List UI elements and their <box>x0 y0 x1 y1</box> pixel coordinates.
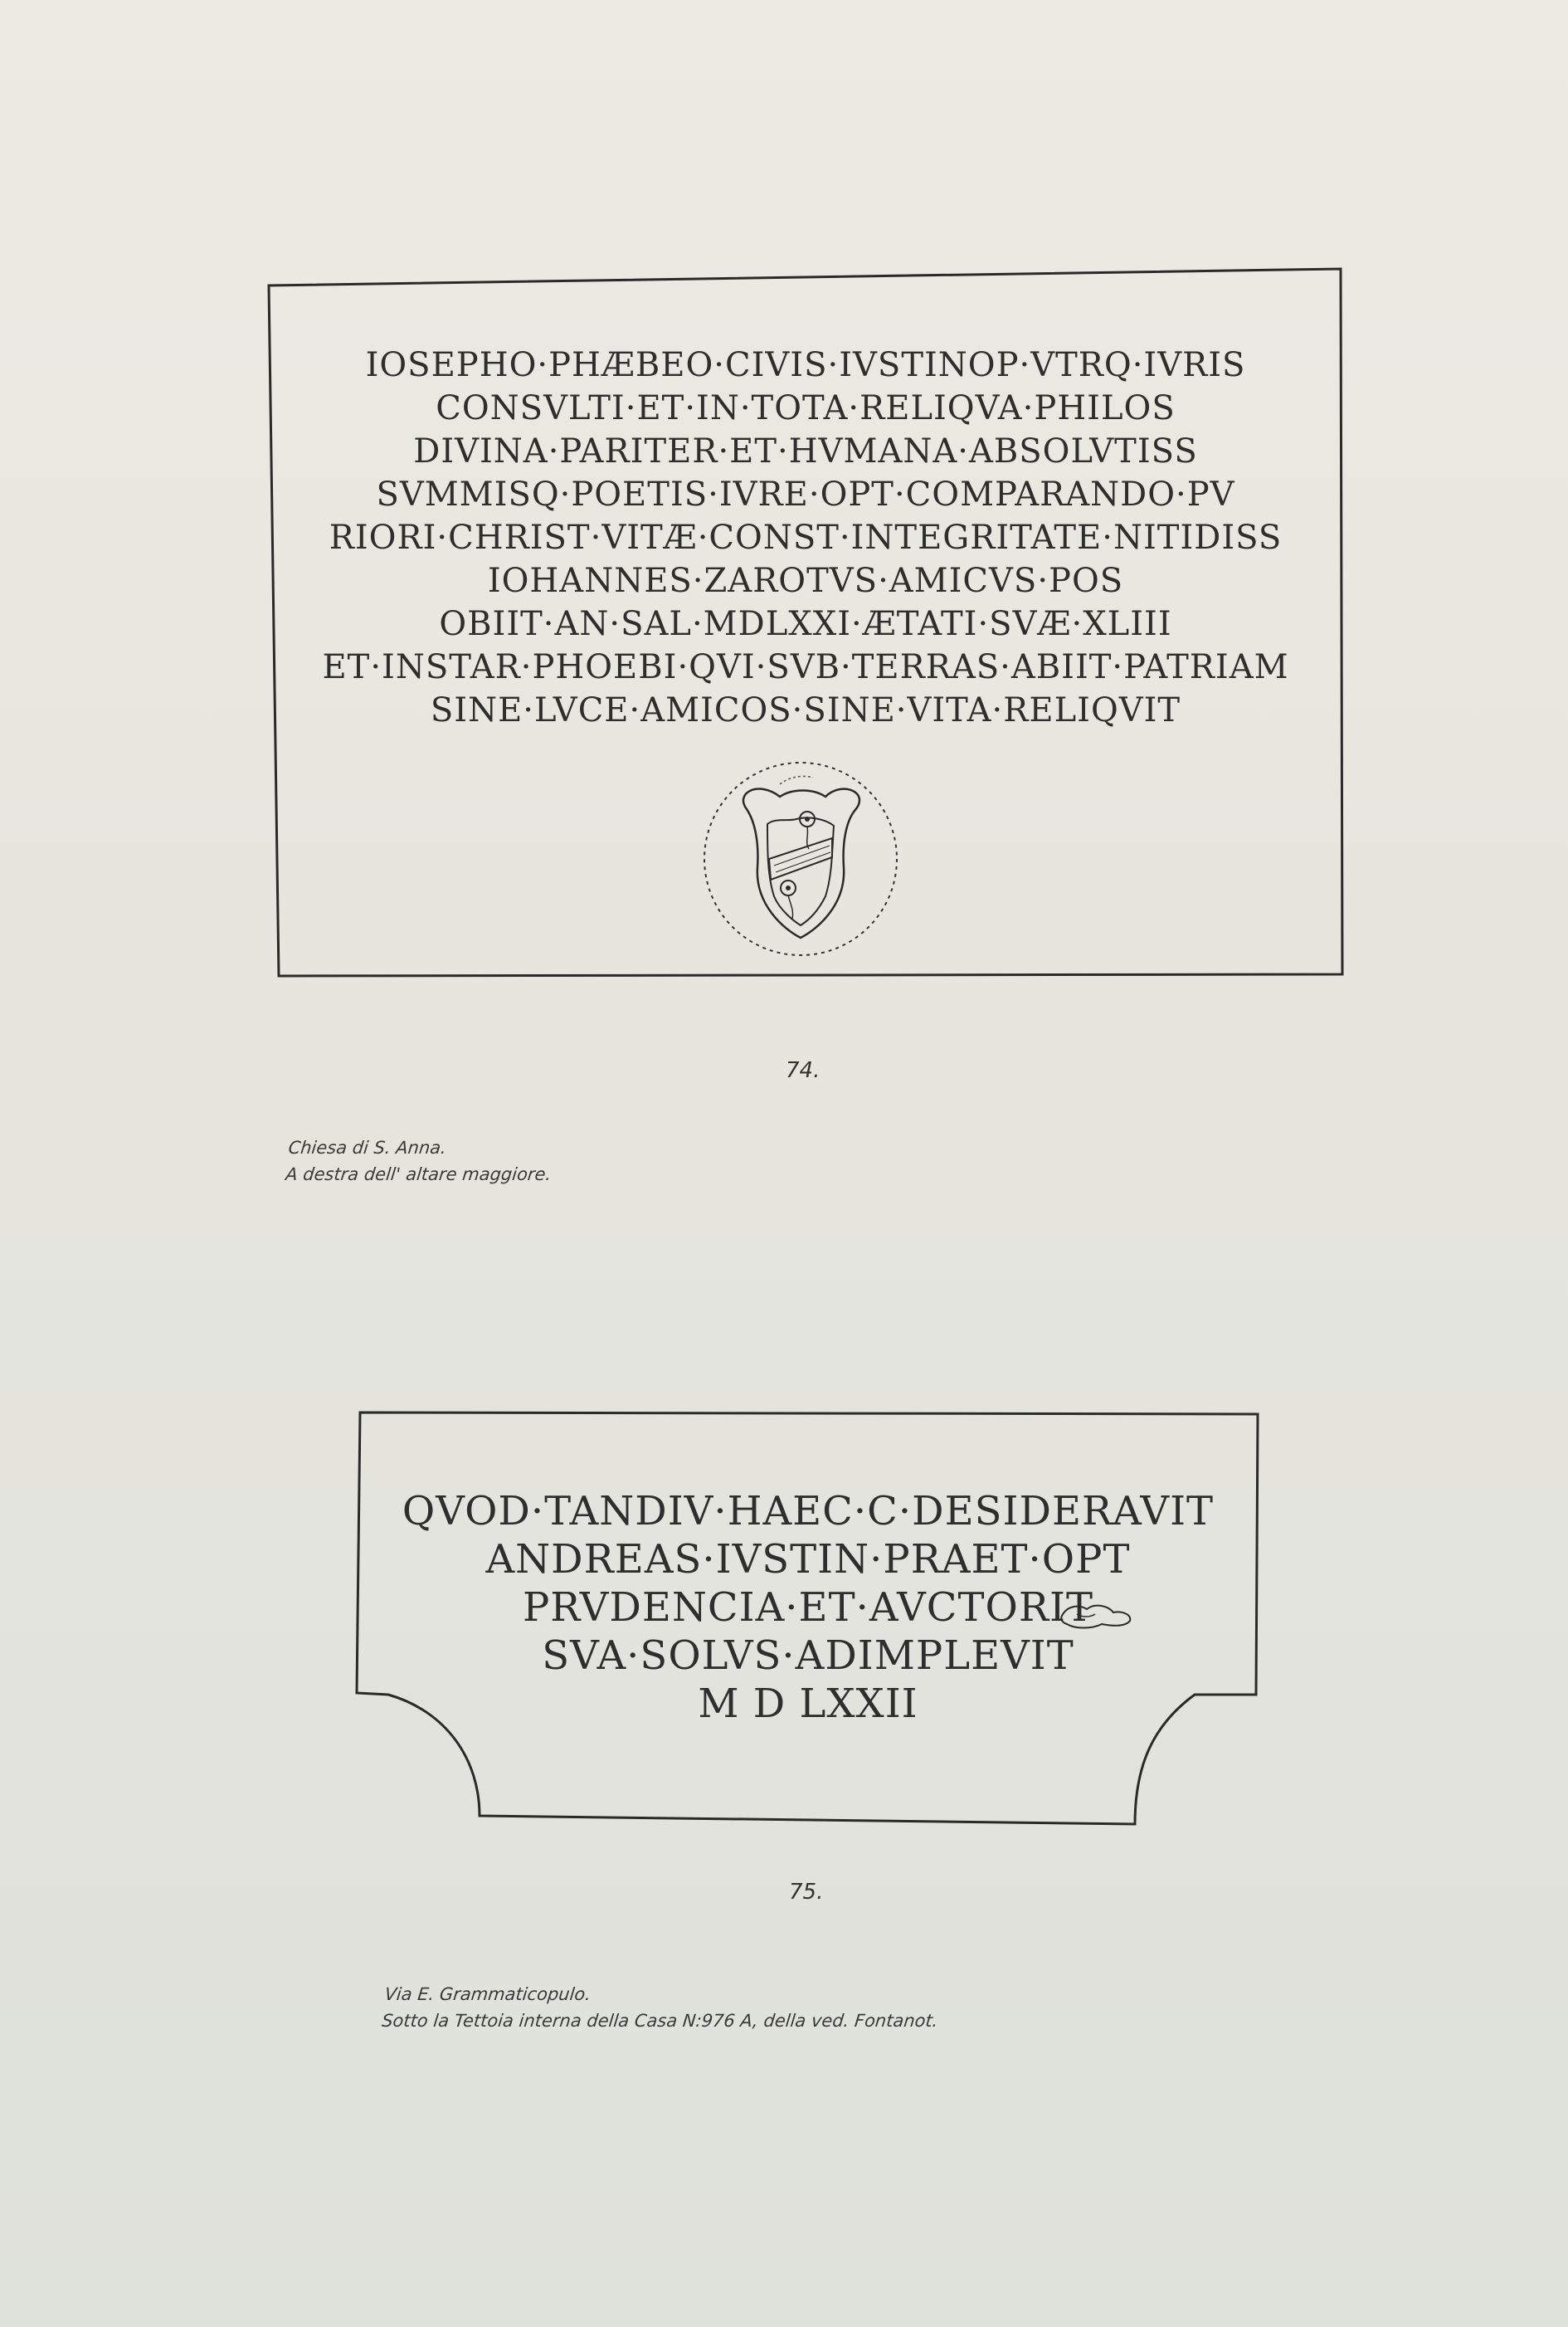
caption-line: Chiesa di S. Anna. <box>287 1138 448 1158</box>
inscription-line: IOHANNES·ZAROTVS·AMICVS·POS <box>487 562 1124 600</box>
inscription-line: ANDREAS·IVSTIN·PRAET·OPT <box>485 1536 1131 1583</box>
inscription-line: SVMMISQ·POETIS·IVRE·OPT·COMPARANDO·PV <box>376 476 1235 514</box>
caption-line: Sotto la Tettoia interna della Casa N:976 A, della ved. Fontanot. <box>381 2011 939 2031</box>
inscription-plate-74 <box>267 267 1344 978</box>
plate-74-caption <box>285 1134 556 1188</box>
plate-75-caption <box>381 1981 942 2034</box>
inscription-line: IOSEPHO·PHÆBEO·CIVIS·IVSTINOP·VTRQ·IVRIS <box>365 346 1246 384</box>
inscription-line: QVOD·TANDIV·HAEC·C·DESIDERAVIT <box>402 1488 1215 1534</box>
caption-line: Via E. Grammaticopulo. <box>383 1984 592 2004</box>
damaged-stone-icon <box>1059 1599 1135 1632</box>
inscription-line: ET·INSTAR·PHOEBI·QVI·SVB·TERRAS·ABIIT·PATRIAM <box>322 648 1289 686</box>
inscription-line: SVA·SOLVS·ADIMPLEVIT <box>542 1632 1074 1679</box>
inscription-line: SINE·LVCE·AMICOS·SINE·VITA·RELIQVIT <box>430 691 1181 729</box>
inscription-line: CONSVLTI·ET·IN·TOTA·RELIQVA·PHILOS <box>436 389 1176 427</box>
inscription-line: RIORI·CHRIST·VITÆ·CONST·INTEGRITATE·NITIDISS <box>329 519 1283 557</box>
plate-number: 75. <box>789 1880 824 1905</box>
inscription-line: PRVDENCIA·ET·AVCTORIT <box>523 1584 1093 1631</box>
inscription-line: DIVINA·PARITER·ET·HVMANA·ABSOLVTISS <box>413 432 1198 471</box>
inscription-line: M D LXXII <box>698 1681 918 1727</box>
coat-of-arms-icon <box>701 759 900 959</box>
plate-number: 74. <box>786 1058 821 1083</box>
plate-74-inscription <box>267 344 1344 732</box>
inscription-line: OBIIT·AN·SAL·MDLXXI·ÆTATI·SVÆ·XLIII <box>439 605 1172 643</box>
inscription-plate-75 <box>355 1411 1261 1827</box>
caption-line: A destra dell' altare maggiore. <box>285 1164 553 1184</box>
